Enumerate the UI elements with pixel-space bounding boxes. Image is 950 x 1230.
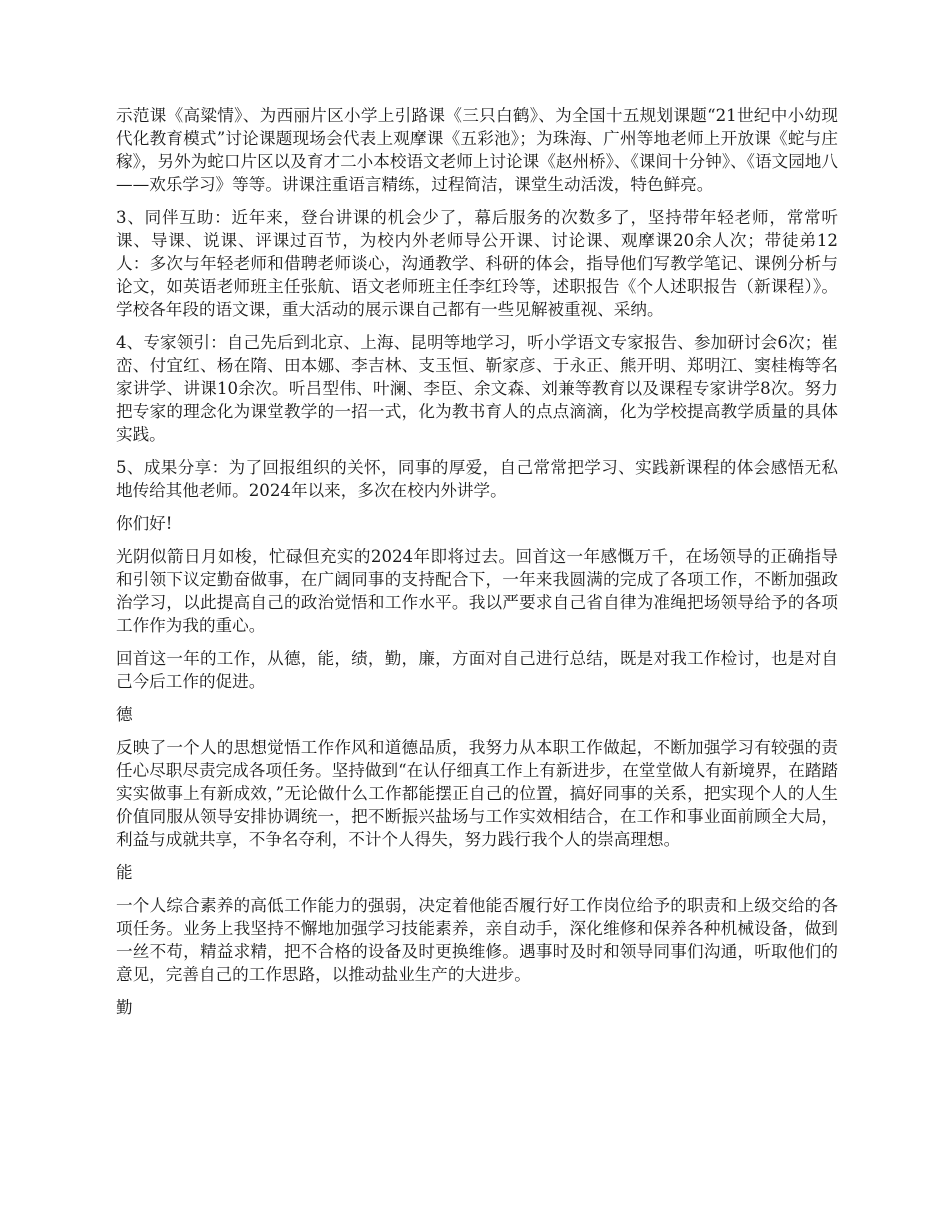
section-heading-qin: 勤: [116, 998, 133, 1017]
paragraph-summary-intro: 回首这一年的工作，从德，能，绩，勤，廉，方面对自己进行总结，既是对我工作检讨，也是对自己今后工作的促进。: [116, 649, 838, 691]
paragraph-de: 反映了一个人的思想觉悟工作作风和道德品质，我努力从本职工作做起，不断加强学习有较强的责任心尽职尽责完成各项任务。坚持做到“在认仔细真工作上有新进步，在堂堂做人有新境界，在踏踏实实做事上有新成效，”无论做什么工作都能摆正自己的位置，搞好同事的关系，把实现个人的人生价值同服从领导安排协调统一，把不断振兴盐场与工作实效相结合，在工作和事业面前顾全大局，利益与成就共享，不争名夺利，不计个人得失，努力践行我个人的崇高理想。: [116, 738, 839, 849]
document-page: [116, 104, 838, 1029]
paragraph-expert-guidance: 4、专家领引：自己先后到北京、上海、昆明等地学习，听小学语文专家报告、参加研讨会6次；崔峦、付宜红、杨在隋、田本娜、李吉林、支玉恒、靳家彦、于永正、熊开明、郑明江、窦桂梅等名家讲学、讲课10余次。听吕型伟、叶澜、李臣、余文森、刘兼等教育以及课程专家讲学8次。努力把专家的理念化为课堂教学的一招一式，化为教书育人的点点滴滴，化为学校提高教学质量的具体实践。: [116, 333, 838, 444]
section-heading-neng: 能: [116, 863, 133, 882]
section-heading-de: 德: [116, 705, 133, 724]
paragraph-peer-support: 3、同伴互助：近年来，登台讲课的机会少了，幕后服务的次数多了，坚持带年轻老师，常常听课、导课、说课、评课过百节，为校内外老师导公开课、讨论课、观摩课20余人次；带徒弟12人：多次与年轻老师和借聘老师谈心，沟通教学、科研的体会，指导他们写教学笔记、课例分析与论文，如英语老师班主任张航、语文老师班主任李红玲等，述职报告《个人述职报告（新课程）》。学校各年段的语文课，重大活动的展示课自己都有一些见解被重视、采纳。: [116, 208, 838, 319]
paragraph-neng: 一个人综合素养的高低工作能力的强弱，决定着他能否履行好工作岗位给予的职责和上级交给的各项任务。业务上我坚持不懈地加强学习技能素养，亲自动手，深化维修和保养各种机械设备，做到一丝不苟，精益求精，把不合格的设备及时更换维修。遇事时及时和领导同事们沟通，听取他们的意见，完善自己的工作思路，以推动盐业生产的大进步。: [116, 896, 838, 984]
paragraph-year-review: 光阴似箭日月如梭，忙碌但充实的2024年即将过去。回首这一年感慨万千，在场领导的正确指导和引领下议定勤奋做事，在广阔同事的支持配合下，一年来我圆满的完成了各项工作，不断加强政治学习，以此提高自己的政治觉悟和工作水平。我以严要求自己省自律为准绳把场领导给予的各项工作作为我的重心。: [116, 547, 838, 635]
greeting: 你们好!: [116, 514, 173, 533]
paragraph-sharing-results: 5、成果分享：为了回报组织的关怀，同事的厚爱，自己常常把学习、实践新课程的体会感悟无私地传给其他老师。2024年以来，多次在校内外讲学。: [116, 458, 838, 500]
paragraph-demo-lessons: 示范课《高粱情》、为西丽片区小学上引路课《三只白鹤》、为全国十五规划课题“21世纪中小幼现代化教育模式”讨论课题现场会代表上观摩课《五彩池》；为珠海、广州等地老师上开放课《蛇与庄稼》，另外为蛇口片区以及育才二小本校语文老师上讨论课《赵州桥》、《课间十分钟》、《语文园地八——欢乐学习》等等。讲课注重语言精练，过程简洁，课堂生动活泼，特色鲜亮。: [116, 106, 838, 194]
